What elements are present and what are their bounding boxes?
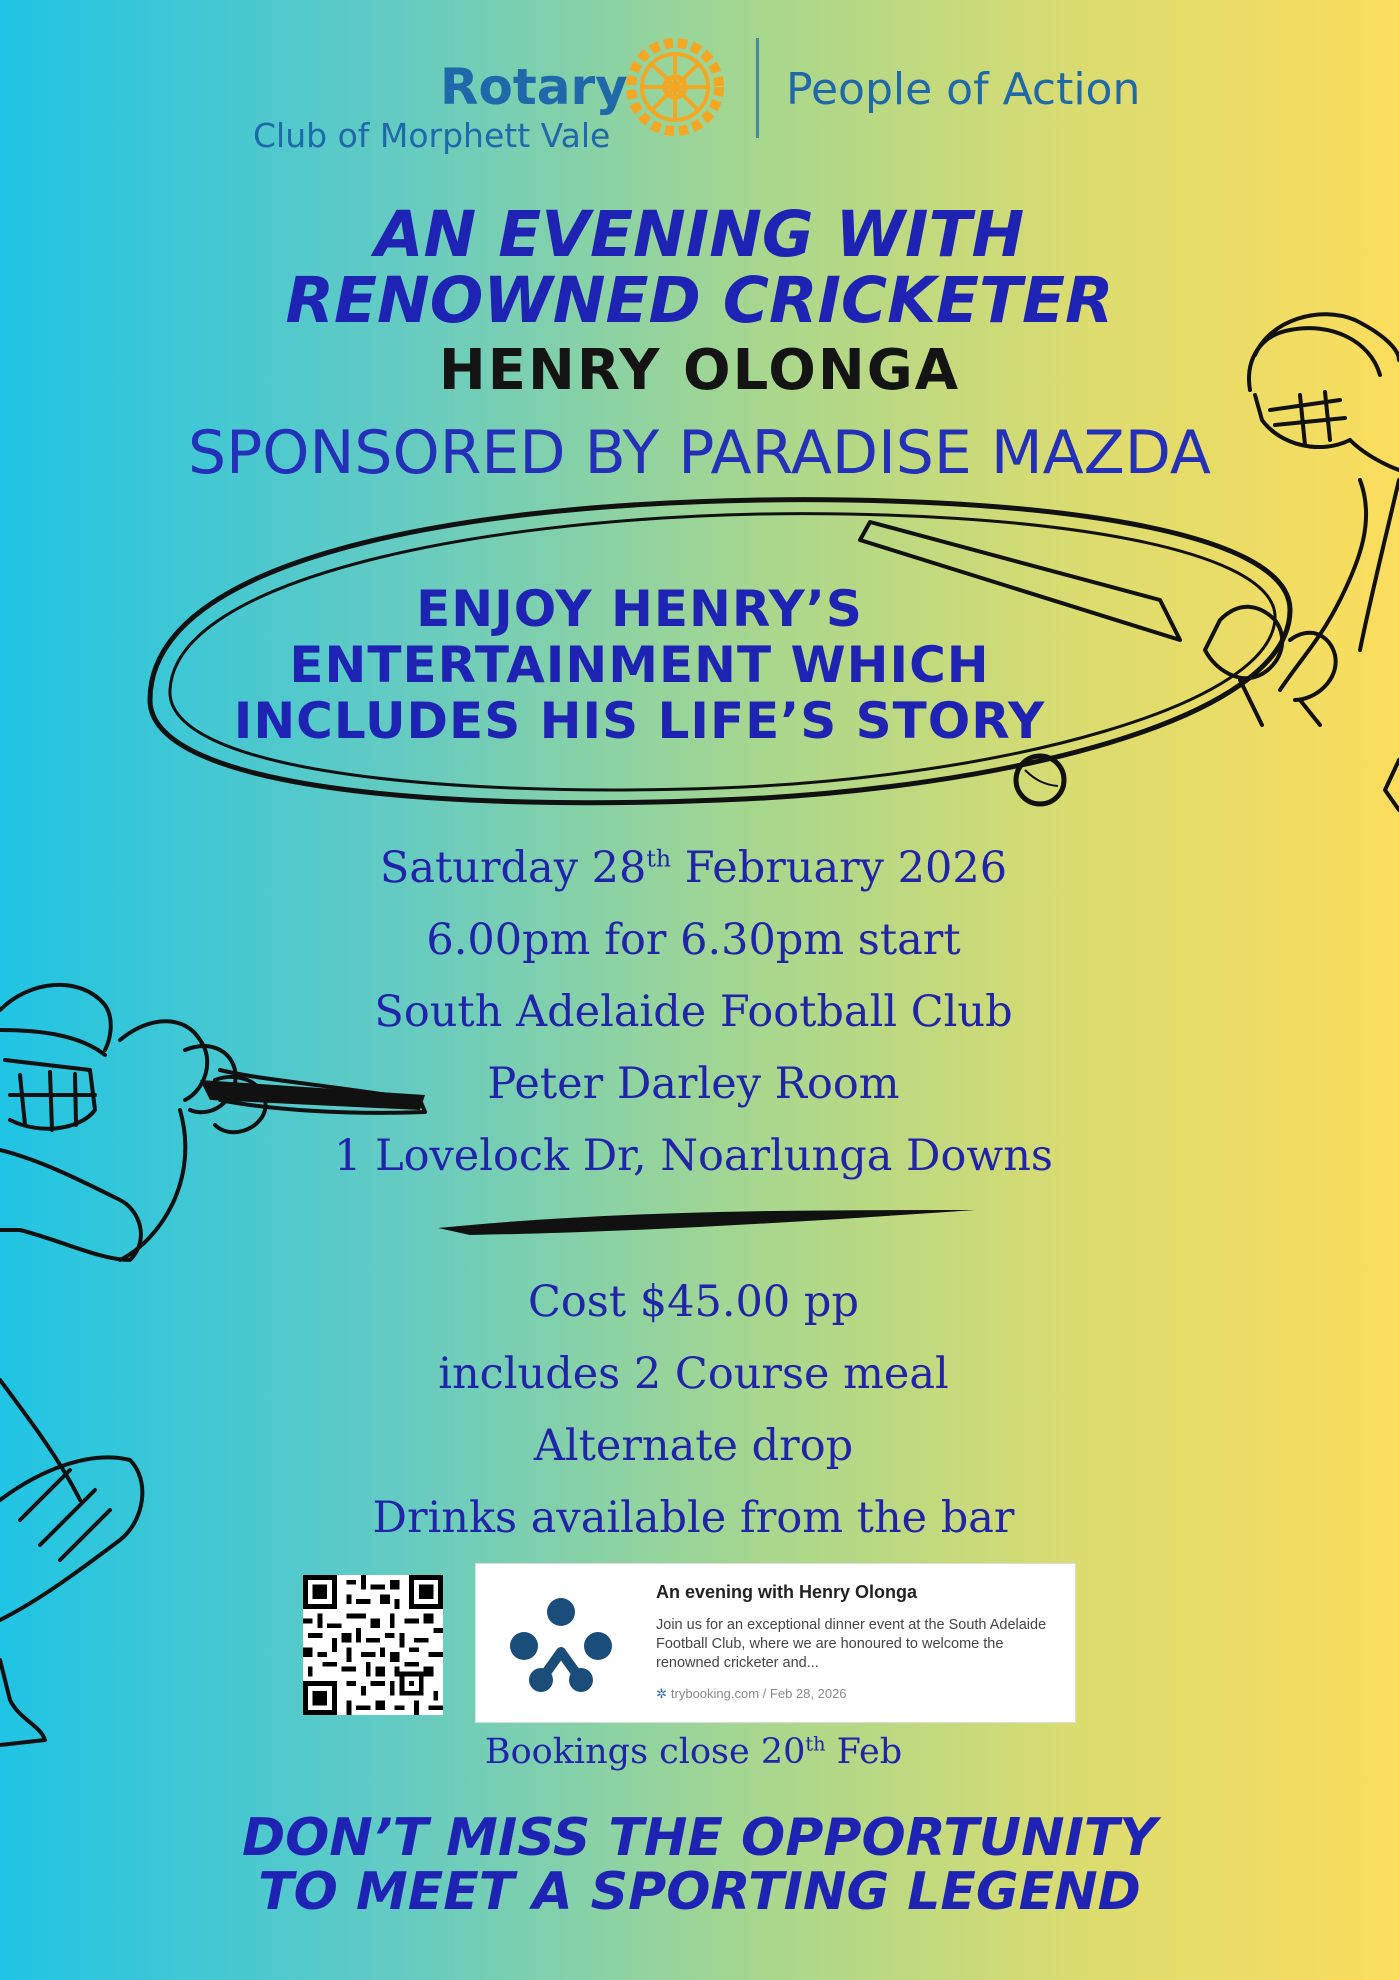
highlight-line-1: ENJOY HENRY’S (416, 580, 863, 638)
highlight-line-3: INCLUDES HIS LIFE’S STORY (233, 692, 1046, 750)
trybooking-link-card[interactable] (475, 1563, 1076, 1723)
event-time: 6.00pm for 6.30pm start (426, 915, 961, 965)
title-line-2: RENOWNED CRICKETER (285, 264, 1114, 337)
card-source: ✲ trybooking.com / Feb 28, 2026 (656, 1686, 847, 1701)
event-venue: South Adelaide Football Club (374, 987, 1013, 1037)
event-address: 1 Lovelock Dr, Noarlunga Downs (334, 1131, 1053, 1181)
title-line-1: AN EVENING WITH (374, 198, 1025, 271)
qr-code[interactable] (303, 1575, 443, 1715)
guest-name: HENRY OLONGA (438, 338, 961, 403)
trybooking-logo-icon (506, 1594, 616, 1694)
sponsor-line: SPONSORED BY PARADISE MAZDA (188, 418, 1211, 488)
rotary-wheel-icon (620, 32, 730, 142)
card-source-domain: trybooking.com (670, 1686, 760, 1701)
bookings-close (0, 1732, 1393, 1772)
card-date: Feb 28, 2026 (769, 1686, 847, 1701)
card-title: An evening with Henry Olonga (656, 1582, 918, 1602)
rotary-wordmark: Rotary (440, 58, 628, 116)
tagline: People of Action (786, 64, 1141, 115)
cta-line-2: TO MEET A SPORTING LEGEND (258, 1862, 1141, 1922)
card-description: Join us for an exceptional dinner event at the South Adelaide Football Club, where we are honoured to welcome the renowned cricketer and... (656, 1617, 1047, 1671)
event-date (0, 843, 1393, 893)
logo-divider (756, 38, 759, 138)
highlight-line-2: ENTERTAINMENT WHICH (289, 636, 990, 694)
cta-line-1: DON’T MISS THE OPPORTUNITY (241, 1808, 1158, 1868)
trybooking-small-icon: ✲ (656, 1686, 667, 1701)
cost-drinks: Drinks available from the bar (372, 1493, 1015, 1543)
bookings-close-prefix: Bookings close 20 (484, 1732, 806, 1772)
bookings-close-month: Feb (825, 1732, 903, 1772)
cost-price: Cost $45.00 pp (528, 1277, 859, 1327)
cost-meal: includes 2 Course meal (438, 1349, 949, 1399)
event-date-prefix: Saturday 28 (379, 843, 647, 893)
cost-drop: Alternate drop (533, 1421, 854, 1471)
event-date-month-year: February 2026 (671, 843, 1008, 893)
event-room: Peter Darley Room (487, 1059, 900, 1109)
club-name: Club of Morphett Vale (253, 116, 611, 155)
event-date-suffix-sup: th (646, 844, 672, 873)
bookings-close-sup: th (805, 1732, 826, 1756)
